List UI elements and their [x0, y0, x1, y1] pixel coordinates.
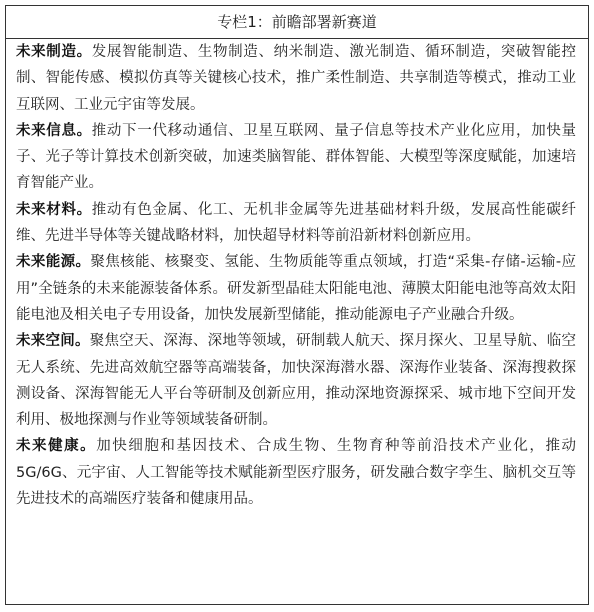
section-manufacturing: [6, 39, 588, 118]
section-text: 推动有色金属、化工、无机非金属等先进基础材料升级，发展高性能碳纤维、先进半导体等关键战略材料，加快超导材料等前沿新材料创新应用。: [16, 201, 576, 245]
section-energy: [6, 249, 588, 328]
section-text: 发展智能制造、生物制造、纳米制造、激光制造、循环制造，突破智能控制、智能传感、模拟仿真等关键核心技术，推广柔性制造、共享制造等模式，推动工业互联网、工业元宇宙等发展。: [16, 44, 576, 113]
section-text: 推动下一代移动通信、卫星互联网、量子信息等技术产业化应用，加快量子、光子等计算技术创新突破，加速类脑智能、群体智能、大模型等深度赋能，加速培育智能产业。: [16, 122, 576, 192]
section-materials: [6, 197, 588, 250]
section-text: 加快细胞和基因技术、合成生物、生物育种等前沿技术产业化，推动5G/6G、元宇宙、人工智能等技术赋能新型医疗服务，研发融合数字孪生、脑机交互等先进技术的高端医疗装备和健康用品。: [16, 438, 577, 508]
section-heading: 未来健康。: [16, 438, 97, 455]
section-text: 聚焦核能、核聚变、氢能、生物质能等重点领域，打造“采集-存储-运输-应用”全链条的未来能源装备体系。研发新型晶硅太阳能电池、薄膜太阳能电池等高效太阳能电池及相关电子专用设备，加快发展新型储能，推动能源电子产业融合升级。: [16, 254, 576, 323]
section-heading: 未来制造。: [16, 44, 92, 60]
section-health: [6, 433, 588, 512]
section-heading: 未来能源。: [16, 254, 91, 271]
section-heading: 未来信息。: [16, 122, 92, 139]
section-information: [6, 118, 588, 197]
box-title: 专栏1：前瞻部署新赛道: [6, 6, 588, 39]
section-space: [6, 328, 588, 433]
section-text: 聚焦空天、深海、深地等领域，研制载人航天、探月探火、卫星导航、临空无人系统、先进高效航空器等高端装备，加快深海潜水器、深海作业装备、深海搜救探测设备、深海智能无人平台等研制及创新应用，推动深地资源探采、城市地下空间开发利用、极地探测与作业等领域装备研制。: [16, 333, 576, 429]
section-heading: 未来材料。: [16, 201, 92, 218]
info-box: [5, 5, 589, 605]
section-heading: 未来空间。: [16, 333, 90, 350]
